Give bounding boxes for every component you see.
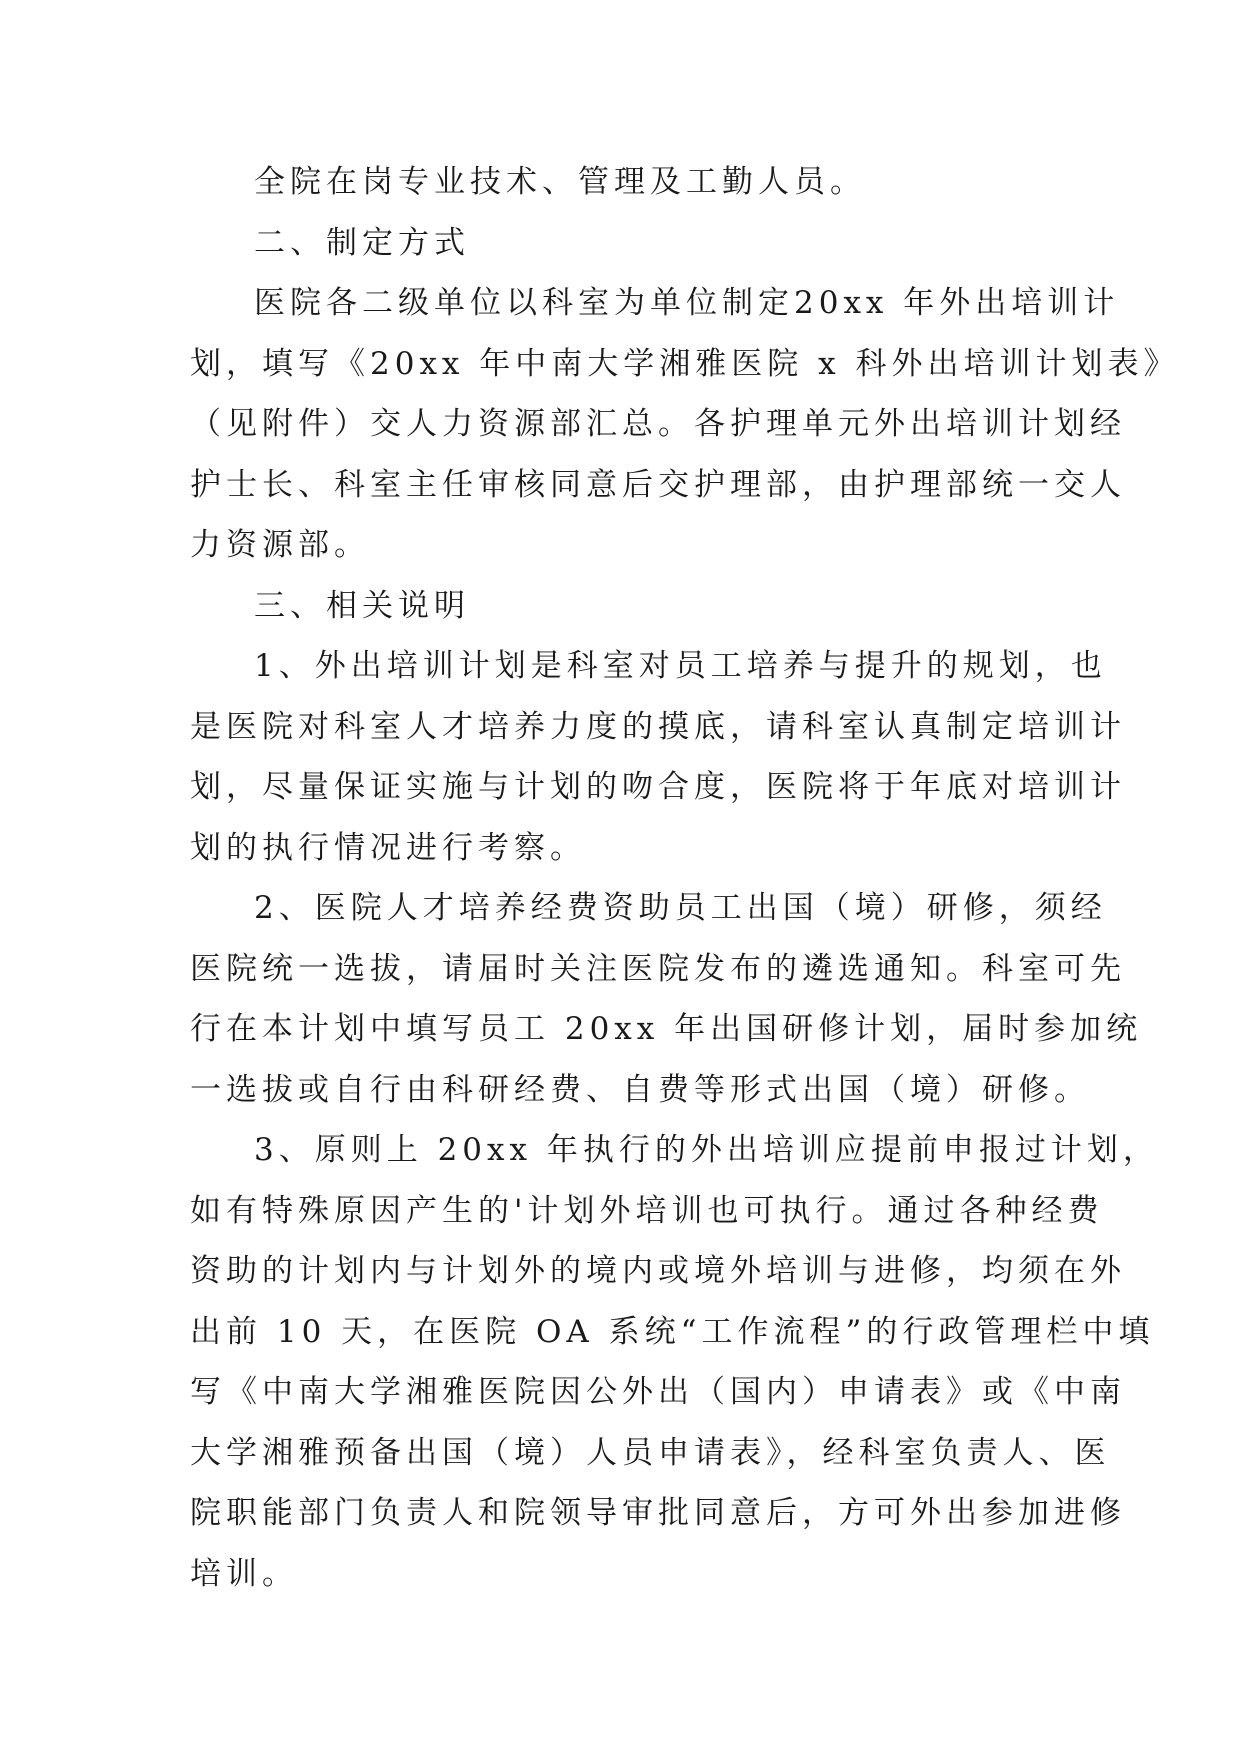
text-line: 医院统一选拔，请届时关注医院发布的遴选通知。科室可先 <box>190 950 1126 987</box>
text-line: 划，填写《20xx 年中南大学湘雅医院 x 科外出培训计划表》 <box>190 345 1180 382</box>
document-page <box>190 152 1180 1604</box>
text-line: 出前 10 天，在医院 OA 系统“工作流程”的行政管理栏中填 <box>190 1313 1155 1350</box>
section-heading: 二、制定方式 <box>254 224 470 261</box>
text-line: 一选拔或自行由科研经费、自费等形式出国（境）研修。 <box>190 1071 1090 1108</box>
text-line: 2、医院人才培养经费资助员工出国（境）研修，须经 <box>254 890 1107 926</box>
text-line: 划，尽量保证实施与计划的吻合度，医院将于年底对培训计 <box>190 769 1126 805</box>
text-line: 写《中南大学湘雅医院因公外出（国内）申请表》或《中南 <box>190 1374 1126 1410</box>
text-line: 是医院对科室人才培养力度的摸底，请科室认真制定培训计 <box>190 708 1126 745</box>
text-line: 医院各二级单位以科室为单位制定20xx 年外出培训计 <box>254 285 1120 321</box>
text-line: 3、原则上 20xx 年执行的外出培训应提前申报过计划， <box>254 1132 1159 1168</box>
text-line: （见附件）交人力资源部汇总。各护理单元外出培训计划经 <box>190 406 1126 442</box>
text-line: 划的执行情况进行考察。 <box>190 829 586 866</box>
section-heading: 三、相关说明 <box>254 587 470 624</box>
text-line: 行在本计划中填写员工 20xx 年出国研修计划，届时参加统 <box>190 1011 1143 1047</box>
text-line: 大学湘雅预备出国（境）人员申请表》，经科室负责人、医 <box>190 1434 1111 1471</box>
text-line: 如有特殊原因产生的'计划外培训也可执行。通过各种经费 <box>190 1192 1104 1229</box>
text-line: 全院在岗专业技术、管理及工勤人员。 <box>254 164 866 200</box>
text-line: 1、外出培训计划是科室对员工培养与提升的规划，也 <box>254 648 1107 684</box>
text-line: 院职能部门负责人和院领导审批同意后，方可外出参加进修 <box>190 1495 1126 1531</box>
text-line: 培训。 <box>190 1555 298 1592</box>
text-line: 资助的计划内与计划外的境内或境外培训与进修，均须在外 <box>190 1253 1126 1289</box>
text-line: 力资源部。 <box>190 527 370 563</box>
text-line: 护士长、科室主任审核同意后交护理部，由护理部统一交人 <box>190 466 1126 503</box>
